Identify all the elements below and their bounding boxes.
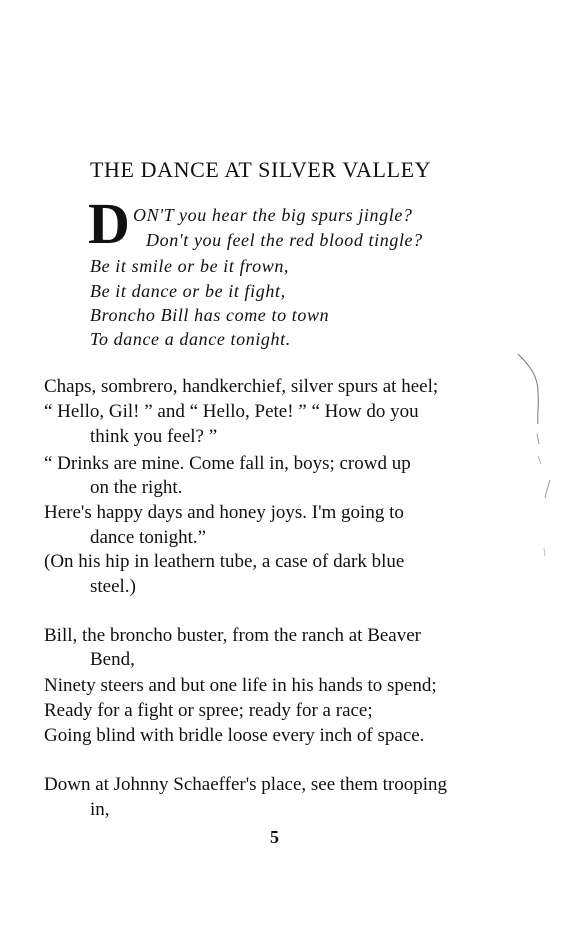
drop-cap: D: [88, 191, 130, 256]
verse-line: in,: [90, 799, 110, 820]
verse-line: on the right.: [90, 477, 183, 498]
verse-line: Ready for a fight or spree; ready for a race;: [44, 700, 373, 721]
page-number: 5: [270, 827, 279, 847]
verse-line: Down at Johnny Schaeffer's place, see them trooping: [44, 774, 448, 795]
intro-line: Don't you feel the red blood tingle?: [146, 230, 423, 250]
verse-line: (On his hip in leathern tube, a case of dark blue: [44, 551, 405, 572]
verse-line: “ Drinks are mine. Come fall in, boys; crowd up: [44, 453, 411, 474]
verse-line: Chaps, sombrero, handkerchief, silver spurs at heel;: [44, 376, 439, 397]
intro-line: Broncho Bill has come to town: [90, 305, 330, 325]
intro-line: ON'T you hear the big spurs jingle?: [133, 205, 413, 225]
intro-line: Be it dance or be it fight,: [90, 281, 286, 301]
verse-line: dance tonight.”: [90, 527, 207, 548]
verse-line: steel.): [90, 576, 136, 597]
margin-pencil-mark: [508, 352, 558, 582]
verse-line: Ninety steers and but one life in his hands to spend;: [44, 675, 437, 696]
verse-line: Bend,: [90, 649, 135, 670]
verse-line: Bill, the broncho buster, from the ranch at Beaver: [44, 625, 422, 646]
verse-line: Going blind with bridle loose every inch of space.: [44, 725, 425, 746]
page-title: THE DANCE AT SILVER VALLEY: [90, 157, 432, 182]
intro-line: Be it smile or be it frown,: [90, 256, 290, 276]
intro-line: To dance a dance tonight.: [90, 329, 291, 349]
verse-line: think you feel? ”: [90, 426, 218, 447]
verse-line: “ Hello, Gil! ” and “ Hello, Pete! ” “ How do you: [44, 401, 419, 422]
verse-line: Here's happy days and honey joys. I'm going to: [44, 502, 404, 523]
